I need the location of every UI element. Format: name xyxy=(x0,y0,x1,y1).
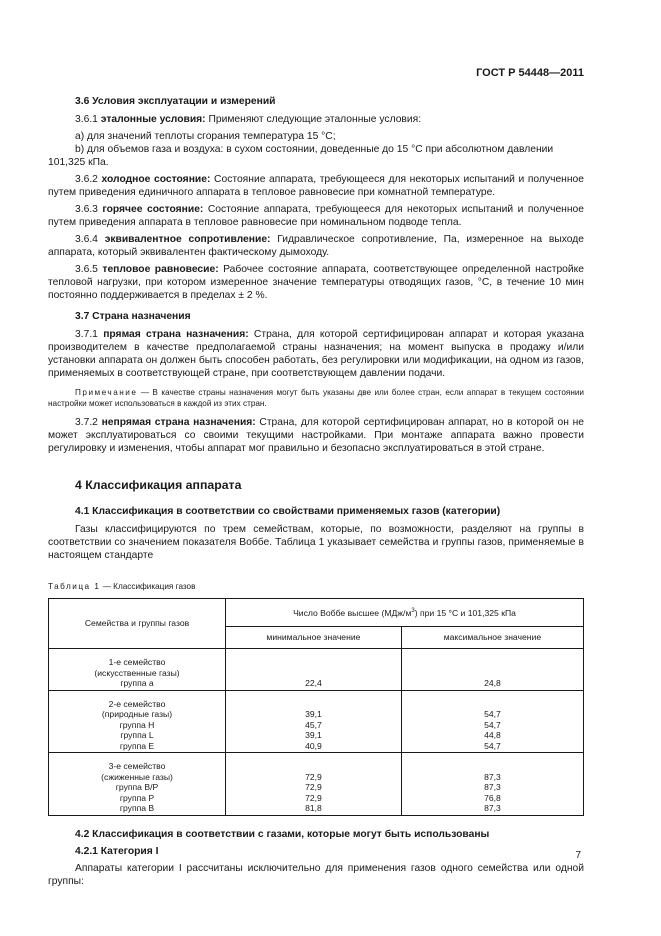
term: эталонные условия: xyxy=(100,114,206,125)
text-run: 3.6.1 xyxy=(75,114,101,125)
para-3-7-2 xyxy=(48,416,584,455)
para-4-2-1: Аппараты категории I рассчитаны исключительно для применения газов одного семейства или одной группы: xyxy=(48,862,584,887)
table-caption-text: — Классификация газов xyxy=(100,582,196,591)
table-row xyxy=(49,649,584,691)
text-run: 3.7.1 xyxy=(75,329,104,340)
para-3-6-1 xyxy=(48,113,584,126)
section-4-title: 4 Классификация аппарата xyxy=(75,478,242,492)
text-run: Состояние аппарата, требующееся для некоторых испытаний и полученное путем приведения аппарата в тепловое равновесие при номинальном подводе тепла. xyxy=(48,204,584,228)
cell-family: 3-е семейство (сжиженные газы) группа B/P группа P группа B xyxy=(49,753,226,816)
para-3-6-5 xyxy=(48,263,584,302)
th-wobbe: Число Воббе высшее $(МДж/м^3)$ при 15 °С и 101,325 кПа xyxy=(226,599,584,627)
cell-family: 2-е семейство (природные газы) группа H группа L группа E xyxy=(49,690,226,753)
text-run: 3.6.4 xyxy=(75,234,105,245)
section-4-1-title: 4.1 Классификация в соответствии со свойствами применяемых газов (категории) xyxy=(75,506,501,517)
item-a: a) для значений теплоты сгорания температура 15 °С; xyxy=(75,131,336,142)
term: непрямая страна назначения: xyxy=(101,417,256,428)
text-run: Гидравлическое сопротивление, Па, измеренное на выходе аппарата, который эквивалентен фактическому дымоходу. xyxy=(48,234,585,258)
text-run: 3.6.2 xyxy=(75,174,102,185)
table-row xyxy=(49,690,584,753)
cell-min: 72,9 72,9 72,9 81,8 xyxy=(226,753,402,816)
cell-max: 87,3 87,3 76,8 87,3 xyxy=(401,753,583,816)
page-header: ГОСТ Р 54448—2011 xyxy=(476,67,584,79)
text-run: 3.7.2 xyxy=(75,417,102,428)
note-label: Примечание xyxy=(75,388,138,397)
page-content xyxy=(48,95,584,892)
section-3-7-title: 3.7 Страна назначения xyxy=(75,311,191,322)
th-max: максимальное значение xyxy=(401,627,583,649)
para-3-6-3 xyxy=(48,203,584,229)
cell-max: 24,8 xyxy=(401,649,583,691)
table-row xyxy=(49,753,584,816)
text-run: Состояние аппарата, требующееся для некоторых испытаний и полученное путем приведения единичного аппарата в тепловое равновесие при комнатной температуре. xyxy=(48,174,585,198)
section-4-2-1-title: 4.2.1 Категория I xyxy=(75,845,159,857)
text-run: Применяют следующие эталонные условия: xyxy=(205,114,422,125)
cell-min: 39,1 45,7 39,1 40,9 xyxy=(226,690,402,753)
text-run: Страна, для которой сертифицирован аппарат и которая указана производителем в качестве предполагаемой страны назначения; на момент выпуска в продажу и/или установки аппарата он должен быть способен работать, без регулировки или модификации, на одном из газов, применяемых в соответствующей стране, при соответствующем давлении подачи. xyxy=(48,329,585,379)
text-run: 3.6.3 xyxy=(75,204,103,215)
text-run: Рабочее состояние аппарата, соответствующее определенной настройке тепловой нагрузки, при котором измеренное значение температуры отводящих газов, °С, в течение 10 мин постоянно поддерживается в пределах ± 2 %. xyxy=(48,264,584,301)
gas-classification-table xyxy=(48,598,584,816)
table-caption-label: Таблица 1 xyxy=(48,582,101,591)
th-family: Семейства и группы газов xyxy=(49,599,226,649)
cell-family: 1-е семейство (искусственные газы) группа а xyxy=(49,649,226,691)
section-3-6-title: 3.6 Условия эксплуатации и измерений xyxy=(75,96,276,107)
term: горячее состояние: xyxy=(102,204,204,215)
table-caption xyxy=(48,580,584,593)
cell-max: 54,7 54,7 44,8 54,7 xyxy=(401,690,583,753)
para-3-7-1 xyxy=(48,328,584,380)
term: прямая страна назначения: xyxy=(103,329,249,340)
note-text: — В качестве страны назначения могут быть указаны две или более стран, если аппарат в текущем состоянии настройки может использоваться в каждой из этих стран. xyxy=(48,388,584,408)
note xyxy=(48,387,584,409)
para-4-1: Газы классифицируются по трем семействам, которые, по возможности, разделяют на группы в соответствии со значением показателя Воббе. Таблица 1 указывает семейства и группы газов, применяемые в настоящем стандарте xyxy=(48,524,584,561)
th-min: минимальное значение xyxy=(226,627,402,649)
para-3-6-2 xyxy=(48,173,584,199)
item-b: b) для объемов газа и воздуха: в сухом состоянии, доведенные до 15 °С при абсолютном давлении xyxy=(75,144,554,155)
item-b-cont: 101,325 кПа. xyxy=(48,157,109,168)
text-run: Страна, для которой сертифицирован аппарат, но в которой он не может эксплуатироваться со своими текущими настройками. При монтаже аппарата важно провести регулировку и изменения, чтобы аппарат мог правильно и безопасно эксплуатироваться в этой стране. xyxy=(48,417,584,454)
text-run: 3.6.5 xyxy=(75,264,103,275)
cell-min: 22,4 xyxy=(226,649,402,691)
term: тепловое равновесие: xyxy=(102,264,219,275)
page-number: 7 xyxy=(575,850,581,861)
term: холодное состояние: xyxy=(101,174,211,185)
term: эквивалентное сопротивление: xyxy=(104,234,271,245)
section-4-2-title: 4.2 Классификация в соответствии с газами, которые могут быть использованы xyxy=(75,828,490,840)
para-3-6-4 xyxy=(48,233,584,259)
